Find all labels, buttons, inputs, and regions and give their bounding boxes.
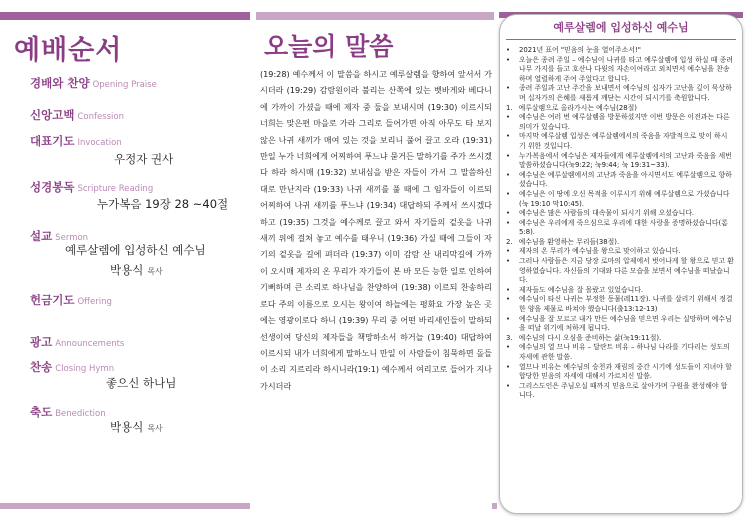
worship-item-benediction: 축도 Benediction bbox=[30, 405, 106, 419]
sermon-title-divider bbox=[506, 39, 736, 40]
sermon-note-item bbox=[506, 286, 734, 296]
bullet-marker: • bbox=[506, 84, 511, 93]
sermon-note-item bbox=[506, 190, 734, 209]
sermon-note-text: 그러나 사람들은 지금 당장 로마의 압제에서 벗어나게 할 왕으로 믿고 환영하였습니다. 자신들의 기대와 다른 모습을 보면서 예수님을 떠났습니다. bbox=[519, 257, 734, 285]
bullet-marker: • bbox=[506, 381, 511, 390]
sermon-note-text: 예수님은 우리에게 죽으심으로 우리에 대한 사랑을 증명하셨습니다(롬5:8). bbox=[519, 218, 728, 237]
worship-item-invocation: 대표기도 Invocation bbox=[30, 134, 122, 148]
sermon-title: 예루살렘에 입성하신 예수님 bbox=[65, 243, 206, 257]
sermon-note-item bbox=[506, 363, 734, 382]
sermon-note-text: 열므나 비유는 예수님의 승천과 재림의 중간 시기에 성도들이 지녀야 할 합당한 믿음의 자세에 대해서 가르치신 말씀. bbox=[519, 362, 732, 381]
scripture-title: 오늘의 말씀 bbox=[264, 32, 394, 61]
sermon-note-text: 예수님을 잘 모르고 내가 만든 예수님을 믿으면 우리는 실망하며 예수님을 떠날 위기에 처하게 됩니다. bbox=[519, 314, 732, 333]
sermon-note-item bbox=[506, 171, 734, 190]
scripture-text: (19:28) 예수께서 이 말씀을 하시고 예루살렘을 향하여 앞서서 가시더라 (19:29) 감람원이라 불리는 산쪽에 있는 벳바게와 베다니에 가까이 가셨을 때에 제자 중 둘을 보내시며 (19:30) 이르시되 너희는 맞은편 마을로 가라 그리로 들어가면 아직 아무도 타 보지 않은 나귀 새끼가 매여 있는 것을 보리니 풀어 끌고 오라 (19:31) 만일 누가 너희에게 어찌하여 푸느냐 묻거든 말하기를 주가 쓰시겠다 하라 하시매 (19:32) 보내심을 받은 자들이 가서 그 말씀하신 대로 만난지라 (19:33) 나귀 새끼를 풀 때에 그 임자들이 이르되 어찌하여 나귀 새끼를 푸느냐 (19:34) 대답하되 주께서 쓰시겠다 하고 (19:35) 그것을 예수께로 끌고 와서 자기들의 겉옷을 나귀 새끼 위에 걸쳐 놓고 예수를 태우니 (19:36) 가실 때에 그들이 자기의 겉옷을 길에 펴더라 (19:37) 이미 감람 산 내리막길에 가까이 오시매 제자의 온 무리가 자기들이 본 바 모든 능한 일로 인하여 기뻐하며 큰 소리로 하나님을 찬양하여 (19:38) 이르되 찬송하리로다 주의 이름으로 오시는 왕이여 하늘에는 평화요 가장 높은 곳에는 영광이로다 하니 (19:39) 무리 중 어떤 바리새인들이 말하되 선생이여 당신의 제자들을 책망하소서 하거늘 (19:40) 대답하여 이르시되 내가 너희에게 말하노니 만일 이 사람들이 침묵하면 돌들이 소리 지르리라 하시니라(19:1) 예수께서 여리고로 들어가 지나가시더라 bbox=[260, 69, 492, 391]
worship-item-closing-hymn: 찬송 Closing Hymn bbox=[30, 360, 115, 374]
sermon-note-text: 오늘은 종려 주일 – 예수님이 나귀를 타고 예루살렘에 입성 하실 때 종려 나무 가지를 들고 호산나 다윗의 자손이여라고 외치면서 예수님을 찬송하며 열렬하게 주여 주었다고 합니다. bbox=[519, 55, 733, 83]
worship-item-offering: 헌금기도 Offering bbox=[30, 293, 112, 307]
sermon-note-text: 예수님을 환영하는 무리들(38절). bbox=[518, 237, 620, 246]
sermon-note-text: 예수님의 열 므나 비유 – 달란트 비유 – 하나님 나라를 기다리는 성도의 자세에 관한 말씀. bbox=[519, 343, 730, 361]
sermon-note-item bbox=[506, 315, 734, 334]
sermon-note-text: 예수님은 많은 사람들의 대속물이 되시기 위해 오셨습니다. bbox=[519, 209, 695, 218]
sermon-note-item bbox=[506, 295, 734, 314]
sermon-note-text: 예수님은 예루살렘에서의 고난과 죽음을 아시면서도 예루살렘으로 향하셨습니다. bbox=[519, 170, 732, 189]
sermon-note-text: 예수님이 타신 나귀는 부정한 동물(레11장). 나귀를 살리기 위해서 정결한 양을 제물로 바쳐야 했습니다(출13:12-13) bbox=[519, 295, 733, 314]
closing-hymn-title: 좋으신 하나님 bbox=[106, 376, 177, 390]
worship-item-scripture-reading: 성경봉독 Scripture Reading bbox=[30, 180, 154, 194]
scripture-column bbox=[254, 0, 494, 519]
sermon-section-heading bbox=[506, 104, 734, 114]
bullet-marker: • bbox=[506, 170, 511, 179]
bullet-marker: • bbox=[506, 314, 511, 323]
sermon-note-text: 예수님은 여러 번 예루살렘을 방문하셨지만 이번 방문은 이전과는 다른 의미가 있습니다. bbox=[519, 113, 730, 131]
sermon-note-item bbox=[506, 209, 734, 219]
sermon-preacher: 박용식 목사 bbox=[110, 263, 163, 277]
worship-order-title: 예배순서 bbox=[14, 35, 123, 66]
sermon-note-text: 누가복음에서 예수님은 제자들에게 예루살렘에서의 고난과 죽음을 세번 말씀하셨습니다(눅9:22; 눅9:44; 눅 19:31~33). bbox=[519, 151, 732, 170]
worship-item-sermon: 설교 Sermon bbox=[30, 229, 89, 243]
sermon-note-item bbox=[506, 219, 734, 238]
sermon-note-text: 2021년 표어 "믿음의 눈을 열어주소서!" bbox=[519, 46, 641, 54]
bullet-marker: • bbox=[506, 113, 511, 122]
sermon-outline-title: 예루살렘에 입성하신 예수님 bbox=[553, 21, 689, 34]
bullet-marker: • bbox=[506, 343, 511, 352]
sermon-note-text: 마지막 예루살렘 입성은 예루살렘에서의 죽음을 자발적으로 맞이 하시기 위한 것입니다. bbox=[519, 132, 728, 150]
section-number: 2. bbox=[506, 237, 513, 246]
sermon-note-text: 제자의 온 무리가 예수님을 왕으로 맞이하고 있습니다. bbox=[519, 247, 681, 256]
worship-item-opening-praise: 경배와 찬양 Opening Praise bbox=[30, 76, 157, 90]
sermon-note-item bbox=[506, 56, 734, 85]
sermon-note-item bbox=[506, 382, 734, 401]
sermon-note-item bbox=[506, 343, 734, 362]
bullet-marker: • bbox=[506, 257, 511, 266]
sermon-note-item bbox=[506, 84, 734, 103]
sermon-note-text: 그리스도인은 주님오실 때까지 믿음으로 살아가며 구원을 완성해야 합니다. bbox=[519, 381, 728, 400]
sermon-note-text: 예루살렘으로 올라가시는 예수님(28절) bbox=[518, 103, 637, 112]
bullet-marker: • bbox=[506, 189, 511, 198]
sermon-note-item bbox=[506, 152, 734, 171]
sermon-note-text: 종려 주일과 고난 주간을 보내면서 예수님의 십자가 고난을 깊이 묵상하며 십자가의 은혜를 새롭게 깨닫는 시간이 되시기를 축원합니다. bbox=[519, 84, 732, 102]
section-number: 3. bbox=[506, 333, 513, 342]
sermon-note-text: 예수님은 이 땅에 오신 목적을 이루시기 위해 예루살렘으로 가셨습니다(눅 19:10 막10:45). bbox=[519, 189, 730, 208]
bullet-marker: • bbox=[506, 46, 511, 54]
bullet-marker: • bbox=[506, 55, 511, 64]
bullet-marker: • bbox=[506, 151, 511, 160]
sermon-notes-list bbox=[500, 46, 742, 401]
sermon-note-text: 예수님의 다시 오심을 준비하는 삶(눅19:11절). bbox=[518, 333, 662, 342]
sermon-note-item bbox=[506, 247, 734, 257]
bullet-marker: • bbox=[506, 362, 511, 371]
bullet-marker: • bbox=[506, 218, 511, 227]
bullet-marker: • bbox=[506, 285, 511, 294]
sermon-note-item bbox=[506, 46, 734, 56]
sermon-note-text: 제자들도 예수님을 잘 몰랐고 있었습니다. bbox=[519, 285, 644, 294]
scripture-reference: 누가복음 19장 28 ~40절 bbox=[97, 197, 229, 211]
benediction-pastor: 박용식 목사 bbox=[110, 420, 163, 434]
bullet-marker: • bbox=[506, 132, 511, 141]
bullet-marker: • bbox=[506, 247, 511, 256]
worship-order-column bbox=[0, 0, 250, 519]
worship-item-confession: 신앙고백 Confession bbox=[30, 108, 124, 122]
section-number: 1. bbox=[506, 103, 513, 112]
sermon-note-item bbox=[506, 132, 734, 151]
invocation-leader: 우정자 권사 bbox=[114, 152, 174, 166]
sermon-note-item bbox=[506, 257, 734, 286]
bullet-marker: • bbox=[506, 295, 511, 304]
sermon-section-heading bbox=[506, 334, 734, 344]
bullet-marker: • bbox=[506, 209, 511, 218]
worship-item-announcements: 광고 Announcements bbox=[30, 335, 125, 349]
sermon-outline-box bbox=[499, 14, 743, 514]
sermon-note-item bbox=[506, 113, 734, 132]
